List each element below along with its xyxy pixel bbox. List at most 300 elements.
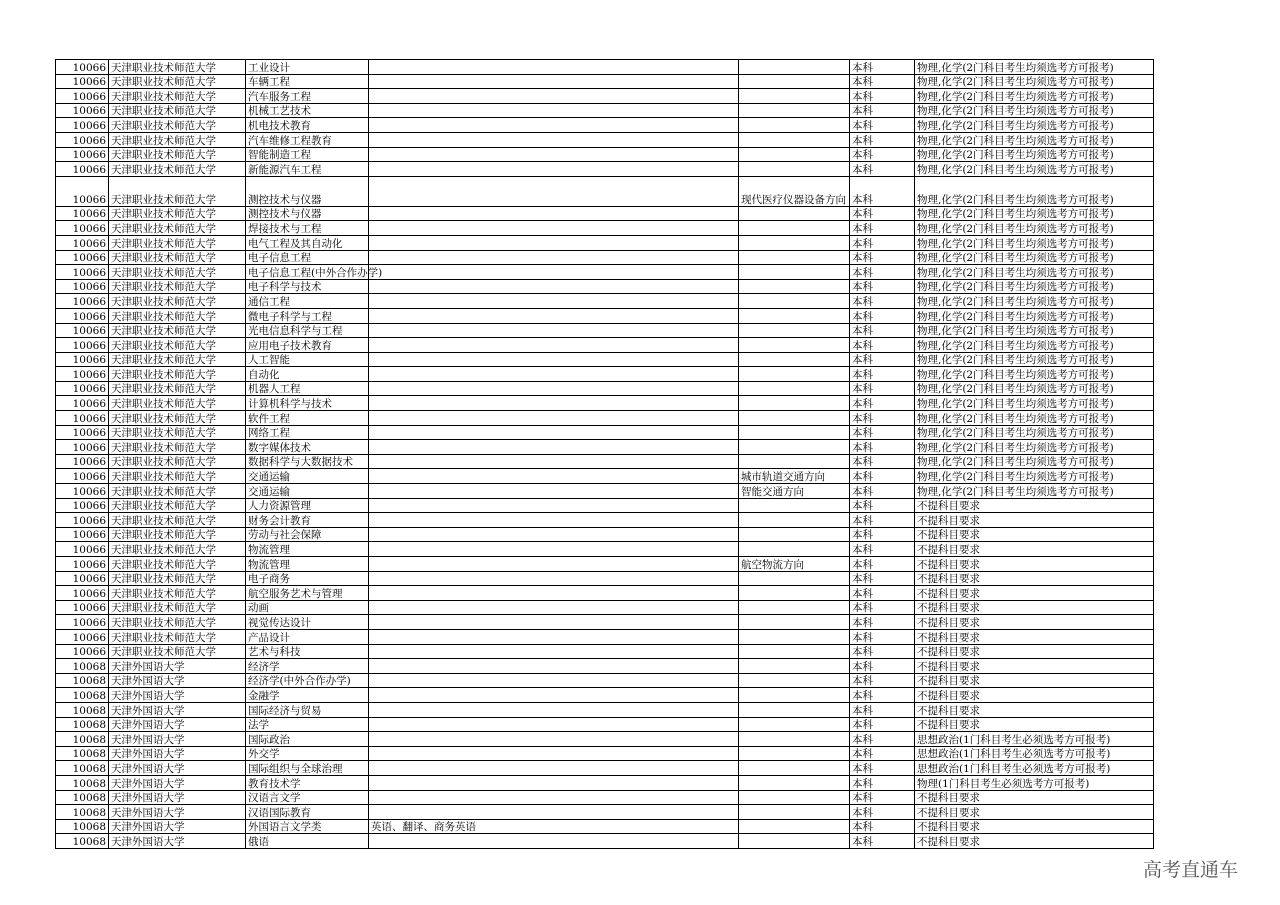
direction-cell [739, 717, 850, 732]
code-cell: 10066 [56, 235, 109, 250]
level-cell: 本科 [850, 557, 915, 572]
level-cell: 本科 [850, 147, 915, 162]
table-row [56, 250, 1154, 265]
table-row [56, 527, 1154, 542]
major-cell: 交通运输 [246, 469, 369, 484]
include-cell [369, 440, 739, 455]
code-cell: 10066 [56, 571, 109, 586]
code-cell: 10066 [56, 557, 109, 572]
major-cell: 机械工艺技术 [246, 103, 369, 118]
include-cell [369, 702, 739, 717]
include-cell [369, 761, 739, 776]
direction-cell [739, 440, 850, 455]
code-cell: 10068 [56, 717, 109, 732]
admission-table [55, 59, 1153, 849]
major-cell: 数字媒体技术 [246, 440, 369, 455]
major-cell: 经济学 [246, 659, 369, 674]
include-cell [369, 338, 739, 353]
table-row [56, 615, 1154, 630]
direction-cell [739, 600, 850, 615]
direction-cell [739, 688, 850, 703]
level-cell: 本科 [850, 688, 915, 703]
school-cell: 天津职业技术师范大学 [109, 600, 246, 615]
include-cell [369, 542, 739, 557]
requirement-cell: 物理,化学(2门科目考生均须选考方可报考) [915, 176, 1154, 206]
school-cell: 天津职业技术师范大学 [109, 469, 246, 484]
school-cell: 天津职业技术师范大学 [109, 586, 246, 601]
major-cell: 国际政治 [246, 732, 369, 747]
direction-cell [739, 629, 850, 644]
school-cell: 天津外国语大学 [109, 834, 246, 849]
include-cell [369, 790, 739, 805]
level-cell: 本科 [850, 542, 915, 557]
code-cell: 10066 [56, 527, 109, 542]
level-cell: 本科 [850, 176, 915, 206]
table-row [56, 221, 1154, 236]
code-cell: 10066 [56, 629, 109, 644]
direction-cell [739, 615, 850, 630]
include-cell [369, 586, 739, 601]
level-cell: 本科 [850, 118, 915, 133]
school-cell: 天津职业技术师范大学 [109, 454, 246, 469]
direction-cell [739, 89, 850, 104]
code-cell: 10066 [56, 498, 109, 513]
table-row [56, 132, 1154, 147]
level-cell: 本科 [850, 527, 915, 542]
school-cell: 天津外国语大学 [109, 688, 246, 703]
requirement-cell: 不提科目要求 [915, 498, 1154, 513]
requirement-cell: 不提科目要求 [915, 702, 1154, 717]
school-cell: 天津职业技术师范大学 [109, 381, 246, 396]
school-cell: 天津职业技术师范大学 [109, 644, 246, 659]
direction-cell [739, 352, 850, 367]
include-cell [369, 454, 739, 469]
school-cell: 天津外国语大学 [109, 805, 246, 820]
include-cell [369, 352, 739, 367]
requirement-cell: 不提科目要求 [915, 615, 1154, 630]
table-row [56, 557, 1154, 572]
direction-cell [739, 702, 850, 717]
table-row [56, 89, 1154, 104]
school-cell: 天津职业技术师范大学 [109, 615, 246, 630]
requirement-cell: 物理,化学(2门科目考生均须选考方可报考) [915, 323, 1154, 338]
level-cell: 本科 [850, 469, 915, 484]
major-cell: 电子信息工程(中外合作办学) [246, 265, 369, 280]
table-row [56, 673, 1154, 688]
school-cell: 天津职业技术师范大学 [109, 367, 246, 382]
school-cell: 天津职业技术师范大学 [109, 250, 246, 265]
direction-cell [739, 60, 850, 75]
include-cell [369, 498, 739, 513]
code-cell: 10066 [56, 89, 109, 104]
table-row [56, 118, 1154, 133]
major-cell: 人力资源管理 [246, 498, 369, 513]
major-cell: 通信工程 [246, 294, 369, 309]
direction-cell [739, 819, 850, 834]
major-cell: 财务会计教育 [246, 513, 369, 528]
code-cell: 10066 [56, 265, 109, 280]
code-cell: 10066 [56, 381, 109, 396]
major-cell: 汽车服务工程 [246, 89, 369, 104]
school-cell: 天津职业技术师范大学 [109, 89, 246, 104]
include-cell [369, 60, 739, 75]
direction-cell [739, 294, 850, 309]
school-cell: 天津职业技术师范大学 [109, 74, 246, 89]
requirement-cell: 不提科目要求 [915, 688, 1154, 703]
major-cell: 车辆工程 [246, 74, 369, 89]
code-cell: 10066 [56, 352, 109, 367]
requirement-cell: 物理,化学(2门科目考生均须选考方可报考) [915, 250, 1154, 265]
table-row [56, 294, 1154, 309]
major-cell: 焊接技术与工程 [246, 221, 369, 236]
direction-cell: 航空物流方向 [739, 557, 850, 572]
school-cell: 天津职业技术师范大学 [109, 411, 246, 426]
code-cell: 10066 [56, 367, 109, 382]
include-cell [369, 673, 739, 688]
direction-cell [739, 74, 850, 89]
table-row [56, 644, 1154, 659]
direction-cell [739, 775, 850, 790]
table-row [56, 206, 1154, 221]
include-cell [369, 323, 739, 338]
requirement-cell: 物理,化学(2门科目考生均须选考方可报考) [915, 147, 1154, 162]
include-cell [369, 221, 739, 236]
level-cell: 本科 [850, 294, 915, 309]
major-cell: 软件工程 [246, 411, 369, 426]
requirement-cell: 物理,化学(2门科目考生均须选考方可报考) [915, 265, 1154, 280]
level-cell: 本科 [850, 396, 915, 411]
table-row [56, 381, 1154, 396]
include-cell [369, 118, 739, 133]
direction-cell [739, 103, 850, 118]
major-cell: 机电技术教育 [246, 118, 369, 133]
direction-cell [739, 513, 850, 528]
major-cell: 劳动与社会保障 [246, 527, 369, 542]
major-cell: 应用电子技术教育 [246, 338, 369, 353]
direction-cell [739, 147, 850, 162]
level-cell: 本科 [850, 132, 915, 147]
requirement-cell: 不提科目要求 [915, 571, 1154, 586]
level-cell: 本科 [850, 615, 915, 630]
school-cell: 天津职业技术师范大学 [109, 279, 246, 294]
include-cell [369, 688, 739, 703]
level-cell: 本科 [850, 381, 915, 396]
requirement-cell: 不提科目要求 [915, 659, 1154, 674]
major-cell: 物流管理 [246, 542, 369, 557]
include-cell [369, 425, 739, 440]
requirement-cell: 物理,化学(2门科目考生均须选考方可报考) [915, 338, 1154, 353]
level-cell: 本科 [850, 629, 915, 644]
school-cell: 天津职业技术师范大学 [109, 527, 246, 542]
include-cell [369, 235, 739, 250]
requirement-cell: 思想政治(1门科目考生必须选考方可报考) [915, 746, 1154, 761]
school-cell: 天津外国语大学 [109, 775, 246, 790]
direction-cell [739, 673, 850, 688]
level-cell: 本科 [850, 644, 915, 659]
requirement-cell: 不提科目要求 [915, 819, 1154, 834]
school-cell: 天津外国语大学 [109, 659, 246, 674]
table-row [56, 147, 1154, 162]
code-cell: 10068 [56, 819, 109, 834]
requirement-cell: 物理,化学(2门科目考生均须选考方可报考) [915, 352, 1154, 367]
table-row [56, 308, 1154, 323]
include-cell [369, 294, 739, 309]
requirement-cell: 不提科目要求 [915, 717, 1154, 732]
level-cell: 本科 [850, 498, 915, 513]
table-row [56, 600, 1154, 615]
school-cell: 天津外国语大学 [109, 819, 246, 834]
code-cell: 10066 [56, 132, 109, 147]
school-cell: 天津职业技术师范大学 [109, 396, 246, 411]
major-cell: 测控技术与仪器 [246, 176, 369, 206]
include-cell [369, 74, 739, 89]
major-cell: 自动化 [246, 367, 369, 382]
include-cell [369, 659, 739, 674]
include-cell [369, 644, 739, 659]
include-cell [369, 396, 739, 411]
major-cell: 视觉传达设计 [246, 615, 369, 630]
direction-cell [739, 162, 850, 177]
school-cell: 天津职业技术师范大学 [109, 206, 246, 221]
include-cell [369, 717, 739, 732]
table-body [56, 60, 1154, 849]
include-cell [369, 162, 739, 177]
level-cell: 本科 [850, 425, 915, 440]
requirement-cell: 思想政治(1门科目考生必须选考方可报考) [915, 761, 1154, 776]
level-cell: 本科 [850, 323, 915, 338]
table-row [56, 819, 1154, 834]
table-row [56, 279, 1154, 294]
direction-cell [739, 761, 850, 776]
direction-cell [739, 279, 850, 294]
level-cell: 本科 [850, 659, 915, 674]
direction-cell [739, 411, 850, 426]
major-cell: 新能源汽车工程 [246, 162, 369, 177]
table-row [56, 498, 1154, 513]
include-cell [369, 103, 739, 118]
watermark-logo: 高考直通车 [1143, 859, 1239, 881]
level-cell: 本科 [850, 761, 915, 776]
table-row [56, 396, 1154, 411]
major-cell: 教育技术学 [246, 775, 369, 790]
major-cell: 电子商务 [246, 571, 369, 586]
include-cell [369, 308, 739, 323]
major-cell: 智能制造工程 [246, 147, 369, 162]
school-cell: 天津职业技术师范大学 [109, 440, 246, 455]
code-cell: 10066 [56, 176, 109, 206]
code-cell: 10068 [56, 732, 109, 747]
school-cell: 天津职业技术师范大学 [109, 235, 246, 250]
school-cell: 天津职业技术师范大学 [109, 221, 246, 236]
direction-cell [739, 308, 850, 323]
requirement-cell: 物理,化学(2门科目考生均须选考方可报考) [915, 221, 1154, 236]
requirement-cell: 不提科目要求 [915, 834, 1154, 849]
requirement-cell: 物理,化学(2门科目考生均须选考方可报考) [915, 235, 1154, 250]
code-cell: 10068 [56, 673, 109, 688]
include-cell [369, 805, 739, 820]
include-cell [369, 513, 739, 528]
level-cell: 本科 [850, 790, 915, 805]
major-cell: 汉语言文学 [246, 790, 369, 805]
requirement-cell: 物理,化学(2门科目考生均须选考方可报考) [915, 294, 1154, 309]
code-cell: 10066 [56, 221, 109, 236]
major-cell: 汉语国际教育 [246, 805, 369, 820]
school-cell: 天津职业技术师范大学 [109, 162, 246, 177]
level-cell: 本科 [850, 60, 915, 75]
level-cell: 本科 [850, 338, 915, 353]
major-cell: 法学 [246, 717, 369, 732]
major-cell: 网络工程 [246, 425, 369, 440]
requirement-cell: 不提科目要求 [915, 805, 1154, 820]
direction-cell [739, 454, 850, 469]
major-cell: 国际经济与贸易 [246, 702, 369, 717]
table-row [56, 732, 1154, 747]
code-cell: 10066 [56, 586, 109, 601]
code-cell: 10068 [56, 659, 109, 674]
requirement-cell: 物理,化学(2门科目考生均须选考方可报考) [915, 103, 1154, 118]
level-cell: 本科 [850, 162, 915, 177]
requirement-cell: 思想政治(1门科目考生必须选考方可报考) [915, 732, 1154, 747]
major-cell: 艺术与科技 [246, 644, 369, 659]
table-row [56, 805, 1154, 820]
table-row [56, 513, 1154, 528]
major-cell: 数据科学与大数据技术 [246, 454, 369, 469]
include-cell [369, 629, 739, 644]
level-cell: 本科 [850, 74, 915, 89]
include-cell [369, 600, 739, 615]
direction-cell [739, 542, 850, 557]
include-cell [369, 367, 739, 382]
level-cell: 本科 [850, 805, 915, 820]
code-cell: 10068 [56, 834, 109, 849]
table-row [56, 338, 1154, 353]
code-cell: 10066 [56, 279, 109, 294]
major-cell: 微电子科学与工程 [246, 308, 369, 323]
code-cell: 10066 [56, 103, 109, 118]
major-cell: 工业设计 [246, 60, 369, 75]
level-cell: 本科 [850, 308, 915, 323]
school-cell: 天津职业技术师范大学 [109, 498, 246, 513]
requirement-cell: 不提科目要求 [915, 629, 1154, 644]
table-row [56, 775, 1154, 790]
table-row [56, 323, 1154, 338]
requirement-cell: 不提科目要求 [915, 790, 1154, 805]
level-cell: 本科 [850, 819, 915, 834]
level-cell: 本科 [850, 440, 915, 455]
major-cell: 电子科学与技术 [246, 279, 369, 294]
school-cell: 天津职业技术师范大学 [109, 118, 246, 133]
code-cell: 10066 [56, 513, 109, 528]
table-row [56, 440, 1154, 455]
major-cell: 交通运输 [246, 484, 369, 499]
requirement-cell: 不提科目要求 [915, 557, 1154, 572]
table-row [56, 484, 1154, 499]
level-cell: 本科 [850, 702, 915, 717]
direction-cell [739, 498, 850, 513]
major-cell: 光电信息科学与工程 [246, 323, 369, 338]
direction-cell [739, 571, 850, 586]
requirement-cell: 物理,化学(2门科目考生均须选考方可报考) [915, 381, 1154, 396]
table-row [56, 688, 1154, 703]
direction-cell [739, 659, 850, 674]
major-cell: 外交学 [246, 746, 369, 761]
table-row [56, 717, 1154, 732]
table-row [56, 74, 1154, 89]
code-cell: 10068 [56, 688, 109, 703]
school-cell: 天津职业技术师范大学 [109, 294, 246, 309]
level-cell: 本科 [850, 250, 915, 265]
include-cell [369, 176, 739, 206]
code-cell: 10066 [56, 411, 109, 426]
major-cell: 外国语言文学类 [246, 819, 369, 834]
code-cell: 10068 [56, 746, 109, 761]
table-row [56, 761, 1154, 776]
school-cell: 天津职业技术师范大学 [109, 338, 246, 353]
level-cell: 本科 [850, 513, 915, 528]
direction-cell [739, 732, 850, 747]
direction-cell [739, 132, 850, 147]
school-cell: 天津外国语大学 [109, 717, 246, 732]
table-row [56, 425, 1154, 440]
code-cell: 10066 [56, 440, 109, 455]
include-cell [369, 615, 739, 630]
level-cell: 本科 [850, 206, 915, 221]
level-cell: 本科 [850, 235, 915, 250]
school-cell: 天津职业技术师范大学 [109, 265, 246, 280]
school-cell: 天津职业技术师范大学 [109, 352, 246, 367]
requirement-cell: 不提科目要求 [915, 527, 1154, 542]
direction-cell [739, 644, 850, 659]
requirement-cell: 物理,化学(2门科目考生均须选考方可报考) [915, 60, 1154, 75]
school-cell: 天津外国语大学 [109, 732, 246, 747]
requirement-cell: 物理,化学(2门科目考生均须选考方可报考) [915, 469, 1154, 484]
school-cell: 天津职业技术师范大学 [109, 513, 246, 528]
major-cell: 汽车维修工程教育 [246, 132, 369, 147]
code-cell: 10066 [56, 118, 109, 133]
level-cell: 本科 [850, 221, 915, 236]
table-row [56, 454, 1154, 469]
school-cell: 天津职业技术师范大学 [109, 132, 246, 147]
code-cell: 10068 [56, 790, 109, 805]
school-cell: 天津职业技术师范大学 [109, 425, 246, 440]
major-cell: 产品设计 [246, 629, 369, 644]
direction-cell: 现代医疗仪器设备方向 [739, 176, 850, 206]
requirement-cell: 不提科目要求 [915, 586, 1154, 601]
major-cell: 物流管理 [246, 557, 369, 572]
requirement-cell: 物理,化学(2门科目考生均须选考方可报考) [915, 308, 1154, 323]
table-row [56, 702, 1154, 717]
school-cell: 天津职业技术师范大学 [109, 484, 246, 499]
code-cell: 10068 [56, 702, 109, 717]
level-cell: 本科 [850, 411, 915, 426]
table-row [56, 469, 1154, 484]
requirement-cell: 物理,化学(2门科目考生均须选考方可报考) [915, 206, 1154, 221]
table-row [56, 60, 1154, 75]
level-cell: 本科 [850, 89, 915, 104]
table-row [56, 411, 1154, 426]
requirement-cell: 不提科目要求 [915, 542, 1154, 557]
code-cell: 10068 [56, 761, 109, 776]
major-cell: 人工智能 [246, 352, 369, 367]
level-cell: 本科 [850, 571, 915, 586]
include-cell [369, 469, 739, 484]
level-cell: 本科 [850, 484, 915, 499]
major-cell: 计算机科学与技术 [246, 396, 369, 411]
level-cell: 本科 [850, 454, 915, 469]
table-row [56, 571, 1154, 586]
code-cell: 10066 [56, 206, 109, 221]
direction-cell [739, 118, 850, 133]
